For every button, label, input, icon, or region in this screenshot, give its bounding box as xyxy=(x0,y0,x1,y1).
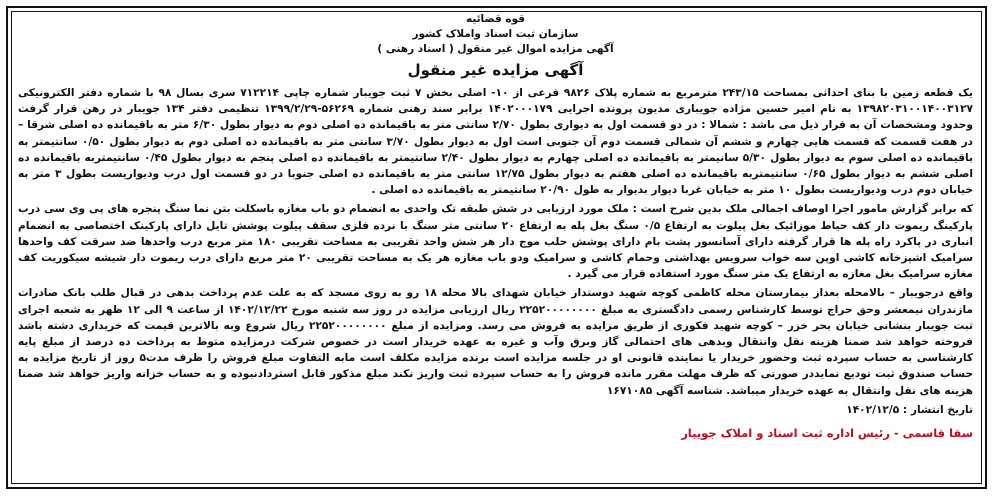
auction-notice xyxy=(18,12,973,483)
header-judiciary: قوه قضائیه xyxy=(465,13,526,25)
notice-frame xyxy=(6,6,987,489)
auction-terms: واقع درجویبار – بالامحله بعداز بیمارستان محله کاظمی کوچه شهید دوستدار خیابان شهدای بالا محله ۱۸ رو به روی مسجد که به علت عدم پرداخت بدهی در قبال طلب بانک صادرات مازندران نیمعشر وحق حراج توسط کارشناس رسمی دادگستری به مبلغ ۲۲۵۲۰۰۰۰۰۰۰۰ ریال ارزیابی مزایده در روز سه شنبه مورخ ۱۴۰۲/۱۲/۲۲ از ساعت ۹ الی ۱۲ ظهر به شعبه اجرای ثبت جویبار بنشانی خیابان بحر خزر – کوچه شهید فکوری از طریق مزایده به فروش می رسد. ومزایده از مبلغ ۲۲۵۲۰۰۰۰۰۰۰۰ ریال شروع وبه بالاترین قیمت که خریداری دشته باشد فروخته خواهد شد ضمنا هزینه نقل وانتقال وبدهی های احتمالی گاز وبرق وآب و غیره به عهده خریدار است در خصوص شرکت درمزایده متوط به پرداخت ده درصد از مبلغ پایه کارشناسی به حساب سپرده ثبت وحضور خریدار یا نماینده قانونی او در جلسه مزایده است برنده مزایده مکلف است مابه التفاوت مبلغ فروش را ظرف مدت۵ روز از تاریخ مزایده به حساب صندوق ثبت تودیع نمایددر صورتی که ظرف مهلت مقرر مانده فروش را به حساب سپرده ثبت واریز نکند مبلغ مذکور قابل استردادنبوده و به حساب خزانه واریز خواهد شد ضمنا هزینه های نقل وانتقال به عهده خریدار میباشد. شناسه آگهی ۱۶۷۱۰۸۵ xyxy=(18,287,973,397)
notice-title: آگهی مزایده غیر منقول xyxy=(407,61,584,79)
property-description: یک قطعه زمین با بنای احداثی بمساحت ۲۴۳/۱۵ مترمربع به شماره پلاک ۹۸۲۶ فرعی از ۱۰- اصلی بخش ۷ ثبت جویبار شماره چاپی ۷۱۲۲۱۴ سری بسال ۹۸ با شماره دفتر الکترونیکی ۱۳۹۸۲۰۳۱۰۰۱۴۰۰۳۱۲۷ به نام امیر حسین مژاده جویباری مدیون پرونده اجرایی ۱۴۰۲۰۰۰۱۷۹ برابر سند رهنی شماره ۵۶۲۶۹-۱۳۹۹/۲/۲۹ تنظیمی دفتر ۱۳۴ جویبار در رهن قرار گرفت وحدود ومشخصات آن به قرار ذیل می باشد : شمالا : در دو قسمت اول به دیواری بطول ۲/۷۰ سانتی متر به باقیمانده ده اصلی دوم به دیوار بطول ۶/۳۰ متر به باقیمانده ده اصلی شرقا – در هفت قسمت که قسمت هایی چهارم و ششم آن شمالی قسمت دوم آن جنوبی است اول به دیوار بطول ۳/۷۰ سانتی متر به باقیمانده ده اصلی دوم به دیوار بطول ۰/۵۰ سانتیمتر به باقیمانده ده اصلی سوم به دیوار بطول ۵/۳۰ سانیمتر به باقیمانده ده اصلی چهارم به دیوار بطول ۲/۴۰ سانتیمتر به باقیمانده ده اصلی پنجم به دیوار بطول ۰/۴۵ سانتیمتربه باقیمانده ده اصلی ششم به دیوار بطول ۰/۶۵ سانتیمتربه باقیمانده ده اصلی هفتم به دیوار بطول ۱۲/۷۵ سانتی متر به باقیمانده ده اصلی جنوبا در دو قسمت اول درب ودیواریست بطول ۳ متر به خیابان دوم درب ودیواریست بطول ۱۰ متر به خیابان غربا دیوار بدیوار به طول ۲۰/۹۰ سانتیمتر به باقیمانده ده اصلی . xyxy=(18,87,974,197)
signature: سقا قاسمی - رئیس اداره ثبت اسناد و املاک جویبار xyxy=(681,425,973,440)
publication-date: تاریخ انتشار : ۱۴۰۲/۱۲/۵ xyxy=(846,403,973,416)
header-subtitle: آگهی مزایده اموال غیر منقول ( اسناد رهنی ) xyxy=(377,43,614,55)
header-organization: سازمان ثبت اسناد واملاک کشور xyxy=(412,28,579,40)
property-details: که برابر گزارش مامور اجرا اوصاف اجمالی ملک بدین شرح است : ملک مورد ارزیابی در شش طبقه تک واحدی به انضمام دو باب مغازه باسکلت بتن نما سنگ پنجره های پی وی سی درب پارکینگ ریموت دار کف حیاط موزائیک بغل پیلوت به ارتفاع ۰/۵ سنگ بغل پله به ارتفاع ۲۰ سانتی متر سنگ با نرده فلزی سقف پیلوت پوشش تایل دارای پارکینک اختصاصی به انضمام انباری در پاکرد راه پله ها قرار گرفته دارای آسانسور پشت بام دارای پوشش حلب موج دار هر شش واحد تقریبی به مساحت تقریبی ۱۸۰ متر مربع درب واحدها ضد سرقت کف واحدها سرامیک اشپزخانه کاشی اوپن سه خواب سرویس بهداشتی وحمام کاشی و سرامیک ودو باب مغازه هر یک به مساحت تقریبی ۲۰ متر مربع دارای درب ریموت دار شیشه سیکوریت کف مغازه سرامیک بغل مغازه به ارتفاع یک متر سنگ مورد استفاده قرار می گیرد . xyxy=(18,203,973,281)
